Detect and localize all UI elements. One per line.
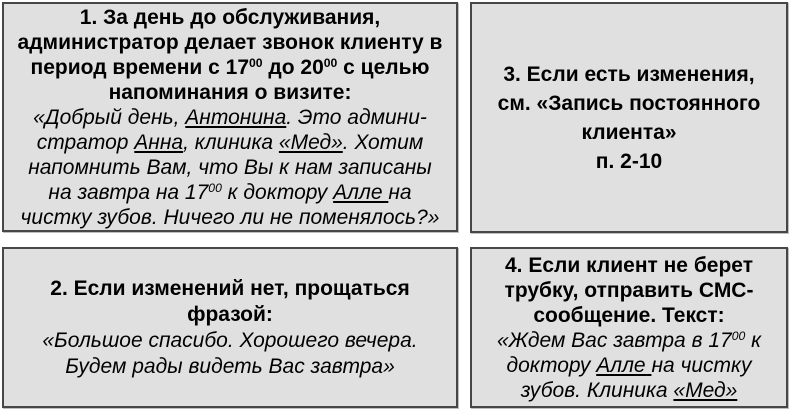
text-line <box>31 55 430 80</box>
text-segment: доктору <box>506 353 597 377</box>
text-line <box>505 253 753 278</box>
superscript-text: 00 <box>249 55 263 70</box>
text-line <box>505 278 754 303</box>
text-segment: «Добрый день, <box>33 105 186 129</box>
superscript-text: 00 <box>731 328 746 343</box>
text-line <box>503 60 754 89</box>
text-segment: на чистку <box>651 353 752 377</box>
text-segment: 1. За день до обслуживания, <box>79 5 381 29</box>
text-segment: на <box>388 180 412 204</box>
text-line <box>109 80 352 105</box>
text-line <box>521 378 738 403</box>
step-box-3 <box>470 2 788 233</box>
superscript-text: 00 <box>323 55 338 70</box>
text-segment: напомнить Вам, что Вы к нам записаны <box>28 155 432 179</box>
text-line <box>581 118 676 147</box>
text-segment: на завтра на 17 <box>48 180 209 204</box>
text-segment: см. «Запись постоянного <box>497 91 761 115</box>
text-segment: чистку зубов. Ничего ли не поменялось?» <box>20 205 440 229</box>
text-segment: период времени с 17 <box>30 55 250 79</box>
superscript-text: 00 <box>208 180 222 195</box>
text-segment: сообщение. Текст: <box>533 303 725 327</box>
text-segment: клиента» <box>581 120 677 144</box>
text-segment: зубов. Клиника <box>520 378 674 402</box>
text-line <box>596 147 662 176</box>
text-segment: 2. Если изменений нет, прощаться <box>50 276 410 300</box>
text-segment: Будем рады видеть Вас завтра» <box>65 354 395 378</box>
text-segment: с целью <box>337 55 430 79</box>
underlined-text: Алле <box>596 353 652 377</box>
underlined-text: Анна <box>134 130 184 154</box>
underlined-text: «Мед» <box>673 378 738 402</box>
text-segment: администратор делает звонок клиенту в <box>17 30 443 54</box>
text-segment: . Хотим <box>342 130 424 154</box>
text-segment: «Большое спасибо. Хорошего вечера. <box>42 328 418 352</box>
step-box-2 <box>2 247 458 408</box>
text-line <box>498 89 761 118</box>
text-line <box>497 328 761 353</box>
step-box-1 <box>2 2 458 232</box>
underlined-text: Антонина <box>185 105 287 129</box>
text-line <box>37 130 424 155</box>
text-line <box>65 354 395 380</box>
text-line <box>48 180 411 205</box>
text-segment: . Это админи- <box>286 105 427 129</box>
text-segment: , клиника <box>183 130 279 154</box>
text-line <box>533 303 724 328</box>
text-segment: до 20 <box>262 55 324 79</box>
step-box-4 <box>470 247 788 408</box>
text-segment: фразой: <box>187 302 273 326</box>
text-segment: 4. Если клиент не берет <box>505 253 753 277</box>
text-line <box>18 30 443 55</box>
underlined-text: Алле <box>333 180 389 204</box>
text-line <box>42 328 417 354</box>
text-line <box>507 353 752 378</box>
text-segment: 3. Если есть изменения, <box>503 62 755 86</box>
text-line <box>33 105 427 130</box>
text-line <box>80 5 380 30</box>
underlined-text: «Мед» <box>278 130 343 154</box>
text-segment: п. 2-10 <box>595 149 663 173</box>
text-line <box>28 155 432 180</box>
text-segment: к доктору <box>221 180 334 204</box>
text-segment: напоминания о визите: <box>108 80 352 104</box>
text-segment: к <box>745 328 762 352</box>
text-line <box>187 302 273 328</box>
text-segment: «Ждем Вас завтра в 17 <box>496 328 732 352</box>
text-segment: стратор <box>36 130 135 154</box>
text-line <box>50 276 409 302</box>
text-segment: трубку, отправить СМС- <box>504 278 754 302</box>
text-line <box>21 205 440 230</box>
